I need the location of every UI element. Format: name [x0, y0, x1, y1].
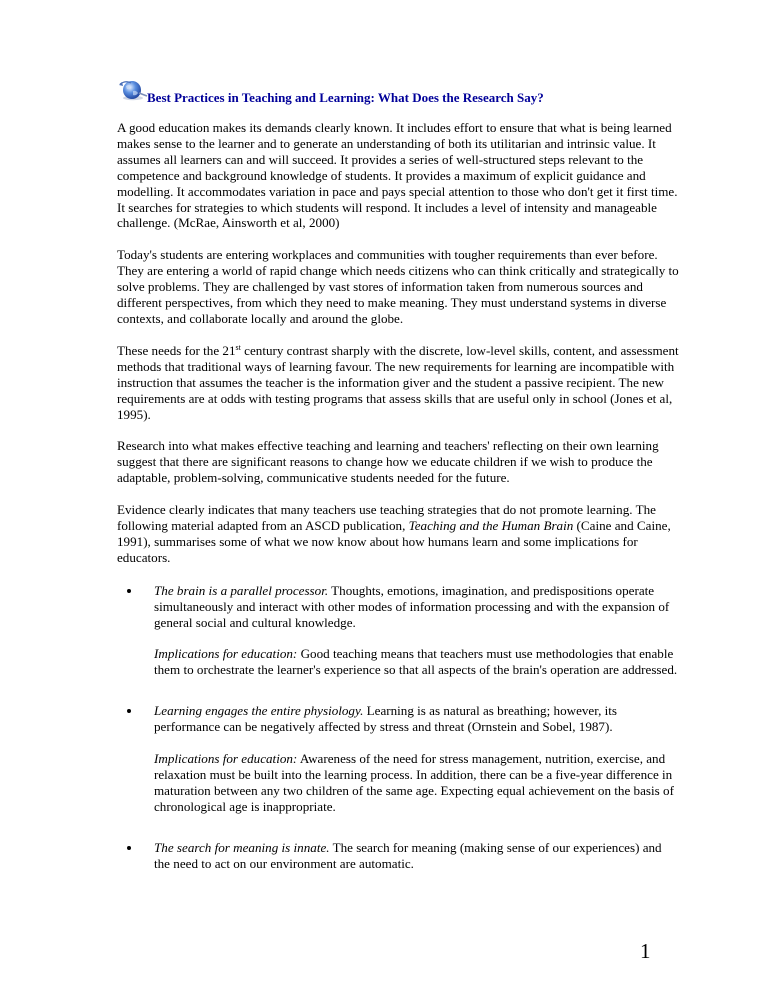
bullet-icon [127, 846, 131, 850]
p3-text-end: century contrast sharply with the discrete, low-level skills, content, and assessment methods that traditional ways of learning favour. The new requirements for learning are incompatible with instruction that assumes the teacher is the information giver and the student a passive recipient. The new requirements are at odds with testing programs that assess skills that are useful only in school (Jones et al, 1995). [117, 342, 679, 422]
list-item [117, 840, 679, 872]
list-item [117, 583, 679, 679]
implication-detail: Good teaching means that teachers must use methodologies that enable them to orchestrate the learner's experience so that all aspects of the brain's operation are addressed. [154, 646, 678, 678]
p5-text-start: Evidence clearly indicates that many teachers use teaching strategies that do not promote learning. The following material adapted from an ASCD publication, [117, 502, 656, 534]
implication-text [154, 646, 679, 678]
globe-icon [117, 78, 149, 104]
principle-detail: Learning is as natural as breathing; however, its performance can be negatively affected by stress and threat (Ornstein and Sobel, 1987). [154, 703, 617, 735]
principle-text [154, 703, 679, 735]
principle-detail: The search for meaning (making sense of our experiences) and the need to act on our environment are automatic. [154, 839, 662, 871]
principle-text [154, 583, 679, 631]
page-number: 1 [640, 939, 651, 963]
paragraph-1: A good education makes its demands clearly known. It includes effort to ensure that what is being learned makes sense to the learner and to generate an understanding of both its utilitarian and intrinsic value. It assumes all learners can and will succeed. It provides a series of well-structured steps relevant to the competence and background knowledge of students. It provides a maximum of explicit guidance and modelling. It accommodates variation in pace and pays special attention to those who don't get it first time. It searches for strategies to which students will respond. It includes a level of intensity and manageable challenge. (McRae, Ainsworth et al, 2000) [117, 120, 678, 231]
paragraph-4: Research into what makes effective teaching and learning and teachers' reflecting on their own learning suggest that there are significant reasons to change how we educate children if we wish to produce the adaptable, problem-solving, communicative students needed for the future. [117, 438, 659, 486]
brain-principles-list [117, 583, 679, 872]
implication-text [154, 751, 679, 815]
paragraph-3 [117, 343, 679, 423]
implication-label: Implications for education: [154, 751, 298, 767]
implication-label: Implications for education: [154, 646, 298, 662]
p5-text-end: (Caine and Caine, 1991), summarises some of what we now know about how humans learn and some implications for educators. [117, 518, 671, 565]
principle-lead: The search for meaning is innate. [154, 839, 330, 855]
implication-detail: Awareness of the need for stress management, nutrition, exercise, and relaxation must be built into the learning process. In addition, there can be a five-year difference in maturation between any two children of the same age. Expecting equal achievement on the basis of chronological age is inappropriate. [154, 751, 674, 814]
principle-lead: The brain is a parallel processor. [154, 582, 329, 598]
document-title: Best Practices in Teaching and Learning: What Does the Research Say? [147, 90, 544, 105]
document-body [117, 120, 679, 872]
book-title: Teaching and the Human Brain [408, 518, 574, 534]
list-item [117, 703, 679, 814]
p3-text-start: These needs for the 21 [117, 342, 236, 358]
paragraph-2: Today's students are entering workplaces and communities with tougher requirements than ever before. They are entering a world of rapid change which needs citizens who can think critically and strategically to solve problems. They are challenged by vast stores of information taken from numerous sources and different perspectives, from which they need to make meaning. They must understand systems in diverse contexts, and collaborate locally and around the globe. [117, 247, 679, 326]
bullet-icon [127, 709, 131, 713]
title-row [117, 78, 544, 104]
principle-lead: Learning engages the entire physiology. [154, 703, 364, 719]
paragraph-5 [117, 502, 679, 566]
principle-text [154, 840, 679, 872]
bullet-icon [127, 589, 131, 593]
p3-superscript: st [235, 342, 241, 352]
principle-detail: Thoughts, emotions, imagination, and predispositions operate simultaneously and interact with other modes of information processing and with the expansion of general social and cultural knowledge. [154, 582, 670, 630]
